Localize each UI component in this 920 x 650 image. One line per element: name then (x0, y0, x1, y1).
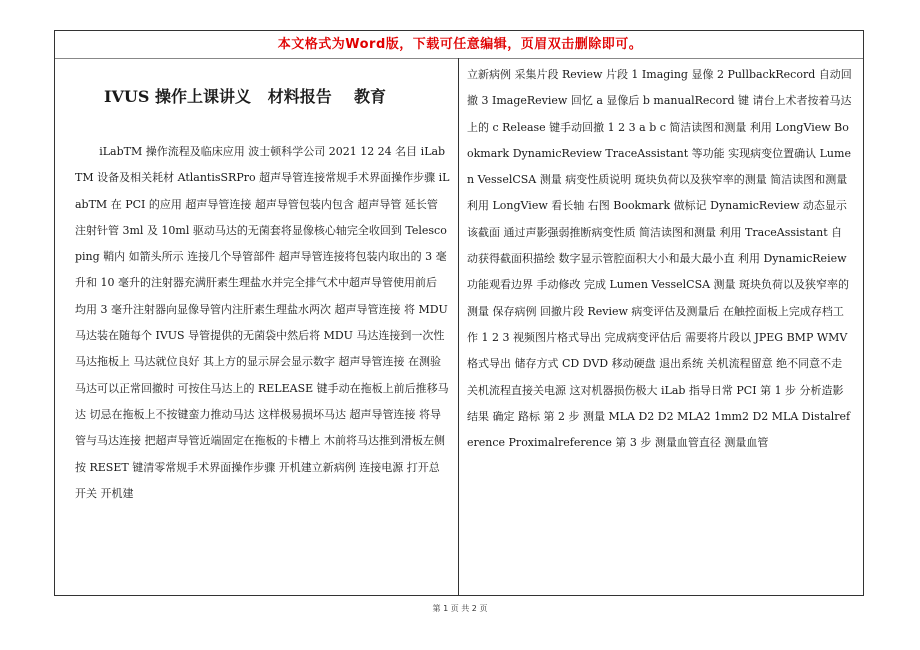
document-title: IVUS 操作上课讲义 材料报告 教育 (104, 87, 386, 106)
right-column-text: 立新病例 采集片段 Review 片段 1 Imaging 显像 2 PullbackRecord 自动回撤 3 ImageReview 回忆 a 显像后 b manualRecord 键 请台上术者按着马达上的 c Release 键手动回撤 1 2 3 a b c 简洁读图和测量 利用 LongView Bookmark DynamicReview TraceAssistant 等功能 实现病变位置确认 Lumen VesselCSA 测量 病变性质说明 斑块负荷以及狭窄率的测量 简洁读图和测量 利用 LongView 看长轴 右图 Bookmark 做标记 DynamicReview 动态显示该截面 通过声影强弱推断病变性质 简洁读图和测量 利用 TraceAssistant 自动获得截面积描绘 数字显示管腔面积大小和最大最小直 利用 DynamicReiew 功能观看边界 手动修改 完成 Lumen VesselCSA 测量 斑块负荷以及狭窄率的测量 保存病例 回撤片段 Review 病变评估及测量后 在触控面板上完成存档工作 1 2 3 视频图片格式导出 完成病变评估后 需要将片段以 JPEG BMP WMV 格式导出 储存方式 CD DVD 移动硬盘 退出系统 关机流程留意 绝不同意不走关机流程直接关电源 这对机器损伤极大 iLab 指导日常 PCI 第 1 步 分析造影结果 确定 路标 第 2 步 测量 MLA D2 D2 MLA2 1mm2 D2 MLA Distalreference Proximalreference 第 3 步 测量血管直径 测量血管 (467, 68, 852, 450)
page-number-footer: 第 1 页 共 2 页 (432, 604, 488, 613)
left-column-text: iLabTM 操作流程及临床应用 波士顿科学公司 2021 12 24 名目 iLabTM 设备及相关耗材 AtlantisSRPro 超声导管连接常规手术界面操作步骤 iLabTM 在 PCI 的应用 超声导管连接 超声导管包装内包含 超声导管 延长管 注射针管 3ml 及 10ml 驱动马达的无菌套将显像核心轴完全收回到 Telescoping 鞘内 如箭头所示 连接几个导管部件 超声导管连接将包装内取出的 3 毫升和 10 毫升的注射器充满肝素生理盐水并完全排气术中超声导管使用前后 均用 3 毫升注射器向显像导管内注肝素生理盐水两次 超声导管连接 将 MDU 马达装在随每个 IVUS 导管提供的无菌袋中然后将 MDU 马达连接到一次性马达拖板上 马达就位良好 其上方的显示屏会显示数字 超声导管连接 在测验马达可以正常回撤时 可按住马达上的 RELEASE 键手动在拖板上前后推移马达 切忌在拖板上不按键蛮力推动马达 这样极易损坏马达 超声导管连接 将导管与马达连接 把超声导管近端固定在拖板的卡槽上 木前将马达推到滑板左侧 按 RESET 键清零常规手术界面操作步骤 开机建立新病例 连接电源 打开总开关 开机建 (75, 145, 450, 500)
column-divider (458, 58, 459, 595)
header-rule (55, 58, 863, 59)
edit-notice-banner: 本文格式为Word版，下载可任意编辑，页眉双击删除即可。 (277, 37, 643, 52)
